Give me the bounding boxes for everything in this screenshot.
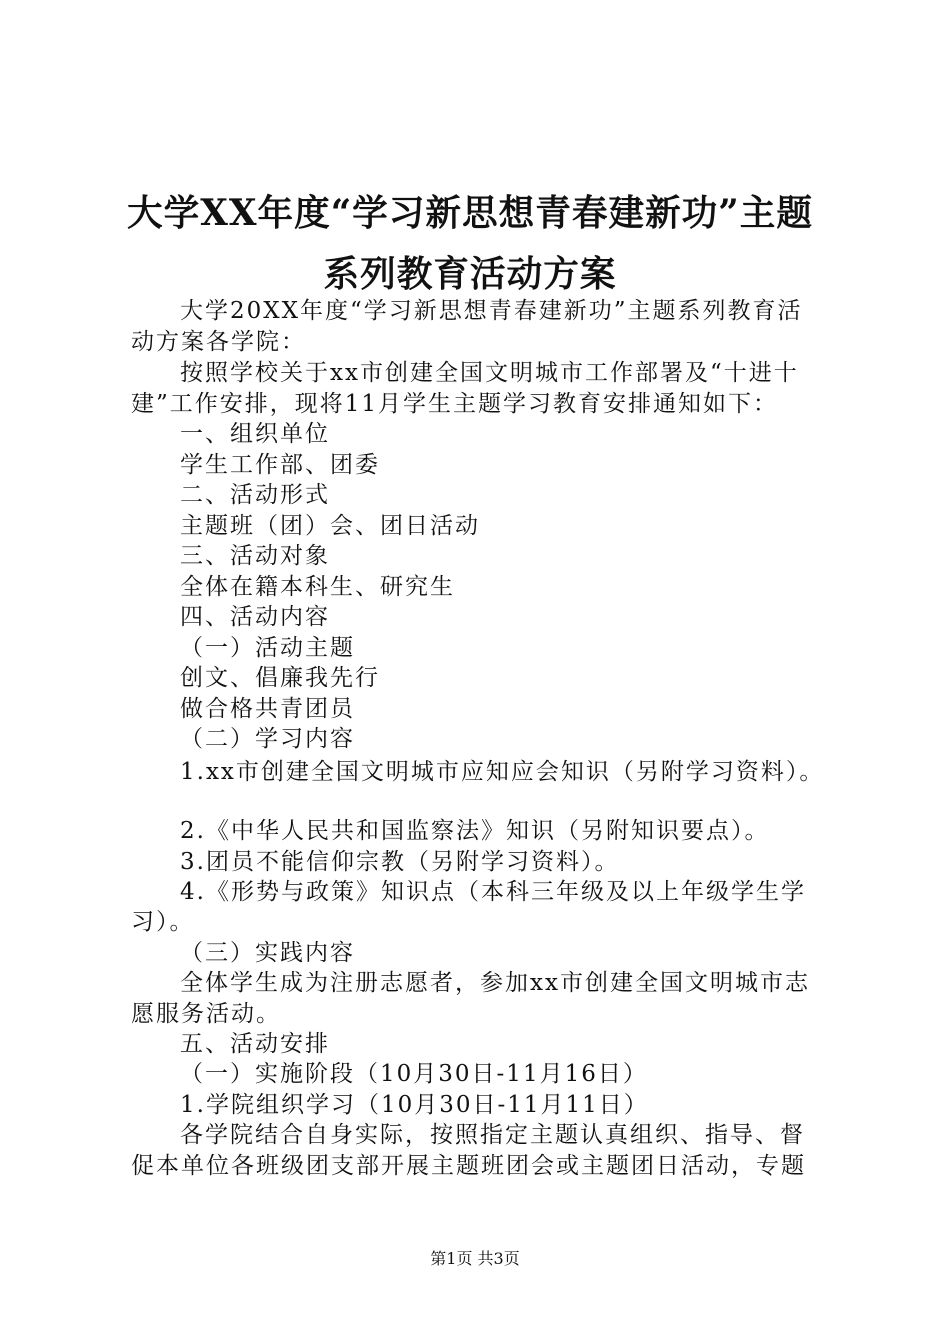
- body-line: 按照学校关于xx市创建全国文明城市工作部署及“十进十: [180, 360, 799, 386]
- list-item: 1.学院组织学习（10月30日-11月11日）: [180, 1092, 649, 1118]
- body-line: 全体学生成为注册志愿者，参加xx市创建全国文明城市志: [180, 970, 810, 996]
- section-heading: 二、活动形式: [180, 482, 330, 508]
- document-title-line-1: 大学XX年度“学习新思想青春建新功”主题: [127, 192, 813, 234]
- list-item: 2.《中华人民共和国监察法》知识（另附知识要点）。: [180, 818, 770, 844]
- subsection-heading: （二）学习内容: [180, 726, 355, 752]
- page-footer: 第1页 共3页: [430, 1249, 520, 1268]
- body-line: 各学院结合自身实际，按照指定主题认真组织、指导、督: [180, 1122, 805, 1148]
- subsection-heading: （一）活动主题: [180, 635, 355, 661]
- section-heading: 五、活动安排: [180, 1031, 330, 1057]
- subsection-heading: （三）实践内容: [180, 940, 355, 966]
- body-line: 做合格共青团员: [180, 696, 355, 722]
- section-heading: 一、组织单位: [180, 421, 330, 447]
- body-line: 促本单位各班级团支部开展主题班团会或主题团日活动，专题: [131, 1153, 806, 1179]
- body-line: 动方案各学院：: [131, 329, 306, 355]
- section-heading: 三、活动对象: [180, 543, 330, 569]
- body-line: 创文、倡廉我先行: [180, 665, 380, 691]
- list-item: 3.团员不能信仰宗教（另附学习资料）。: [180, 849, 620, 875]
- body-line: 全体在籍本科生、研究生: [180, 574, 455, 600]
- body-line: 学生工作部、团委: [180, 452, 380, 478]
- list-item-continuation: 习）。: [131, 909, 195, 935]
- list-item: 4.《形势与政策》知识点（本科三年级及以上年级学生学: [180, 879, 806, 905]
- subsection-heading: （一）实施阶段（10月30日-11月16日）: [180, 1061, 648, 1087]
- document-title-line-2: 系列教育活动方案: [323, 253, 617, 295]
- section-heading: 四、活动内容: [180, 604, 330, 630]
- body-line: 愿服务活动。: [131, 1001, 281, 1027]
- list-item: 1.xx市创建全国文明城市应知应会知识（另附学习资料）。: [180, 759, 825, 785]
- body-line: 大学20XX年度“学习新思想青春建新功”主题系列教育活: [180, 298, 803, 324]
- body-line: 主题班（团）会、团日活动: [180, 513, 480, 539]
- body-line: 建”工作安排，现将11月学生主题学习教育安排通知如下：: [131, 391, 779, 417]
